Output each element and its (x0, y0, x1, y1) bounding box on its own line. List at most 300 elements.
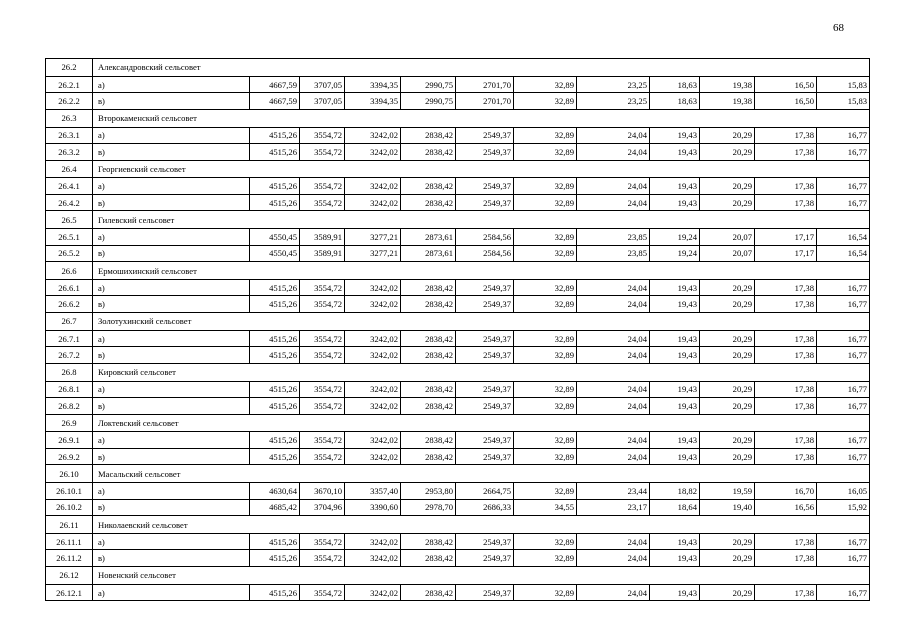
value-cell: 23,25 (577, 93, 650, 110)
group-row (46, 414, 870, 432)
value-cell: 16,77 (817, 398, 870, 415)
value-cell: 24,04 (577, 330, 650, 347)
row-number-cell: 26.7.1 (46, 330, 93, 347)
value-cell: 3242,02 (345, 584, 401, 601)
value-cell: 20,29 (700, 398, 755, 415)
value-cell: 3554,72 (300, 194, 345, 211)
value-cell: 3242,02 (345, 330, 401, 347)
group-row (46, 312, 870, 330)
value-cell: 32,89 (514, 550, 577, 567)
table-row (46, 483, 870, 500)
value-cell: 19,59 (700, 483, 755, 500)
value-cell: 17,38 (755, 144, 817, 161)
group-name-cell: Николаевский сельсовет (93, 516, 870, 534)
value-cell: 17,38 (755, 279, 817, 296)
value-cell: 3554,72 (300, 584, 345, 601)
row-label-cell: в) (93, 499, 250, 516)
value-cell: 4515,26 (250, 398, 300, 415)
group-row (46, 566, 870, 584)
value-cell: 4515,26 (250, 194, 300, 211)
value-cell: 4515,26 (250, 127, 300, 144)
row-label-cell: а) (93, 330, 250, 347)
value-cell: 23,85 (577, 229, 650, 246)
row-number-cell: 26.3.1 (46, 127, 93, 144)
table-row (46, 93, 870, 110)
value-cell: 4515,26 (250, 347, 300, 364)
value-cell: 4515,26 (250, 550, 300, 567)
row-label-cell: а) (93, 76, 250, 93)
row-label-cell: а) (93, 483, 250, 500)
value-cell: 24,04 (577, 533, 650, 550)
table-row (46, 296, 870, 313)
group-row (46, 109, 870, 127)
value-cell: 2549,37 (456, 381, 514, 398)
value-cell: 2838,42 (401, 584, 456, 601)
value-cell: 3554,72 (300, 432, 345, 449)
row-number-cell: 26.5.1 (46, 229, 93, 246)
value-cell: 2838,42 (401, 144, 456, 161)
value-cell: 20,29 (700, 296, 755, 313)
value-cell: 3242,02 (345, 296, 401, 313)
value-cell: 32,89 (514, 296, 577, 313)
value-cell: 17,17 (755, 229, 817, 246)
value-cell: 20,29 (700, 347, 755, 364)
value-cell: 32,89 (514, 483, 577, 500)
value-cell: 4515,26 (250, 279, 300, 296)
group-name-cell: Гилевский сельсовет (93, 211, 870, 229)
table-row (46, 550, 870, 567)
group-row (46, 59, 870, 77)
value-cell: 16,77 (817, 279, 870, 296)
row-number-cell: 26.9.2 (46, 448, 93, 465)
value-cell: 16,77 (817, 584, 870, 601)
value-cell: 3554,72 (300, 448, 345, 465)
value-cell: 16,77 (817, 178, 870, 195)
value-cell: 2549,37 (456, 296, 514, 313)
value-cell: 32,89 (514, 93, 577, 110)
table-row (46, 279, 870, 296)
value-cell: 4685,42 (250, 499, 300, 516)
group-number-cell: 26.3 (46, 109, 93, 127)
value-cell: 16,77 (817, 194, 870, 211)
value-cell: 32,89 (514, 194, 577, 211)
table-row (46, 194, 870, 211)
value-cell: 17,38 (755, 398, 817, 415)
value-cell: 2990,75 (401, 76, 456, 93)
value-cell: 19,43 (650, 144, 700, 161)
value-cell: 4630,64 (250, 483, 300, 500)
value-cell: 16,77 (817, 432, 870, 449)
group-name-cell: Ермошихинский сельсовет (93, 262, 870, 280)
value-cell: 19,43 (650, 279, 700, 296)
table-row (46, 432, 870, 449)
row-number-cell: 26.2.2 (46, 93, 93, 110)
row-label-cell: а) (93, 432, 250, 449)
value-cell: 3242,02 (345, 381, 401, 398)
row-label-cell: в) (93, 296, 250, 313)
value-cell: 2953,80 (401, 483, 456, 500)
value-cell: 17,38 (755, 347, 817, 364)
row-number-cell: 26.8.1 (46, 381, 93, 398)
value-cell: 2990,75 (401, 93, 456, 110)
group-number-cell: 26.10 (46, 465, 93, 483)
value-cell: 32,89 (514, 533, 577, 550)
value-cell: 3242,02 (345, 432, 401, 449)
value-cell: 2838,42 (401, 194, 456, 211)
value-cell: 3242,02 (345, 127, 401, 144)
value-cell: 20,29 (700, 144, 755, 161)
value-cell: 2549,37 (456, 330, 514, 347)
value-cell: 2701,70 (456, 93, 514, 110)
value-cell: 16,50 (755, 93, 817, 110)
value-cell: 20,29 (700, 178, 755, 195)
group-number-cell: 26.12 (46, 566, 93, 584)
value-cell: 20,29 (700, 194, 755, 211)
value-cell: 2686,33 (456, 499, 514, 516)
value-cell: 2873,61 (401, 229, 456, 246)
value-cell: 2838,42 (401, 347, 456, 364)
value-cell: 2549,37 (456, 448, 514, 465)
value-cell: 18,63 (650, 93, 700, 110)
value-cell: 19,43 (650, 296, 700, 313)
group-row (46, 211, 870, 229)
row-label-cell: в) (93, 93, 250, 110)
value-cell: 3589,91 (300, 245, 345, 262)
value-cell: 23,85 (577, 245, 650, 262)
value-cell: 24,04 (577, 381, 650, 398)
value-cell: 17,38 (755, 550, 817, 567)
value-cell: 20,29 (700, 550, 755, 567)
row-number-cell: 26.8.2 (46, 398, 93, 415)
value-cell: 3242,02 (345, 550, 401, 567)
group-name-cell: Масальский сельсовет (93, 465, 870, 483)
value-cell: 19,24 (650, 245, 700, 262)
row-label-cell: в) (93, 398, 250, 415)
value-cell: 19,43 (650, 381, 700, 398)
page-number: 68 (833, 22, 844, 34)
value-cell: 32,89 (514, 347, 577, 364)
value-cell: 3554,72 (300, 533, 345, 550)
value-cell: 34,55 (514, 499, 577, 516)
value-cell: 2838,42 (401, 330, 456, 347)
value-cell: 2838,42 (401, 448, 456, 465)
value-cell: 19,43 (650, 432, 700, 449)
row-number-cell: 26.9.1 (46, 432, 93, 449)
value-cell: 20,29 (700, 584, 755, 601)
value-cell: 2838,42 (401, 178, 456, 195)
value-cell: 4667,59 (250, 76, 300, 93)
value-cell: 2549,37 (456, 550, 514, 567)
value-cell: 4550,45 (250, 229, 300, 246)
group-number-cell: 26.7 (46, 312, 93, 330)
value-cell: 3242,02 (345, 347, 401, 364)
value-cell: 19,43 (650, 347, 700, 364)
value-cell: 3277,21 (345, 229, 401, 246)
row-label-cell: в) (93, 347, 250, 364)
value-cell: 3707,05 (300, 93, 345, 110)
value-cell: 3242,02 (345, 178, 401, 195)
value-cell: 16,77 (817, 448, 870, 465)
value-cell: 3554,72 (300, 330, 345, 347)
table-row (46, 245, 870, 262)
value-cell: 32,89 (514, 229, 577, 246)
group-name-cell: Локтевский сельсовет (93, 414, 870, 432)
value-cell: 2549,37 (456, 144, 514, 161)
table-row (46, 584, 870, 601)
row-number-cell: 26.4.2 (46, 194, 93, 211)
value-cell: 18,63 (650, 76, 700, 93)
group-name-cell: Золотухинский сельсовет (93, 312, 870, 330)
value-cell: 16,70 (755, 483, 817, 500)
value-cell: 20,29 (700, 448, 755, 465)
value-cell: 4515,26 (250, 533, 300, 550)
value-cell: 2838,42 (401, 296, 456, 313)
value-cell: 3242,02 (345, 398, 401, 415)
value-cell: 24,04 (577, 432, 650, 449)
value-cell: 20,29 (700, 127, 755, 144)
value-cell: 3357,40 (345, 483, 401, 500)
value-cell: 3242,02 (345, 448, 401, 465)
value-cell: 20,29 (700, 533, 755, 550)
row-label-cell: а) (93, 127, 250, 144)
value-cell: 3394,35 (345, 93, 401, 110)
value-cell: 17,38 (755, 432, 817, 449)
table-row (46, 448, 870, 465)
value-cell: 3707,05 (300, 76, 345, 93)
value-cell: 24,04 (577, 550, 650, 567)
group-row (46, 465, 870, 483)
value-cell: 2701,70 (456, 76, 514, 93)
value-cell: 4515,26 (250, 296, 300, 313)
value-cell: 3554,72 (300, 381, 345, 398)
value-cell: 18,82 (650, 483, 700, 500)
row-number-cell: 26.7.2 (46, 347, 93, 364)
value-cell: 3554,72 (300, 550, 345, 567)
value-cell: 2838,42 (401, 432, 456, 449)
value-cell: 19,43 (650, 550, 700, 567)
value-cell: 3390,60 (345, 499, 401, 516)
value-cell: 20,07 (700, 245, 755, 262)
table-row (46, 499, 870, 516)
row-number-cell: 26.3.2 (46, 144, 93, 161)
value-cell: 2664,75 (456, 483, 514, 500)
table-row (46, 178, 870, 195)
value-cell: 32,89 (514, 432, 577, 449)
value-cell: 20,29 (700, 330, 755, 347)
group-number-cell: 26.11 (46, 516, 93, 534)
value-cell: 19,43 (650, 448, 700, 465)
value-cell: 16,54 (817, 229, 870, 246)
value-cell: 4515,26 (250, 584, 300, 601)
value-cell: 24,04 (577, 194, 650, 211)
row-label-cell: в) (93, 194, 250, 211)
value-cell: 4667,59 (250, 93, 300, 110)
value-cell: 32,89 (514, 584, 577, 601)
value-cell: 2549,37 (456, 279, 514, 296)
value-cell: 18,64 (650, 499, 700, 516)
value-cell: 2873,61 (401, 245, 456, 262)
value-cell: 16,50 (755, 76, 817, 93)
value-cell: 19,43 (650, 194, 700, 211)
value-cell: 16,77 (817, 550, 870, 567)
value-cell: 24,04 (577, 178, 650, 195)
value-cell: 3704,96 (300, 499, 345, 516)
table-row (46, 127, 870, 144)
value-cell: 19,43 (650, 533, 700, 550)
value-cell: 17,38 (755, 178, 817, 195)
group-row (46, 262, 870, 280)
value-cell: 19,43 (650, 127, 700, 144)
value-cell: 24,04 (577, 347, 650, 364)
group-number-cell: 26.8 (46, 363, 93, 381)
value-cell: 3554,72 (300, 279, 345, 296)
value-cell: 4515,26 (250, 178, 300, 195)
tariff-table (45, 58, 870, 601)
value-cell: 2584,56 (456, 229, 514, 246)
row-number-cell: 26.4.1 (46, 178, 93, 195)
group-row (46, 516, 870, 534)
value-cell: 2838,42 (401, 127, 456, 144)
value-cell: 24,04 (577, 584, 650, 601)
value-cell: 32,89 (514, 381, 577, 398)
value-cell: 19,43 (650, 584, 700, 601)
value-cell: 32,89 (514, 144, 577, 161)
value-cell: 3554,72 (300, 347, 345, 364)
value-cell: 4515,26 (250, 144, 300, 161)
value-cell: 3277,21 (345, 245, 401, 262)
value-cell: 20,29 (700, 432, 755, 449)
value-cell: 17,38 (755, 127, 817, 144)
group-number-cell: 26.5 (46, 211, 93, 229)
value-cell: 15,92 (817, 499, 870, 516)
value-cell: 4515,26 (250, 330, 300, 347)
value-cell: 19,43 (650, 178, 700, 195)
value-cell: 2549,37 (456, 584, 514, 601)
value-cell: 19,43 (650, 398, 700, 415)
value-cell: 2549,37 (456, 432, 514, 449)
value-cell: 16,56 (755, 499, 817, 516)
value-cell: 17,38 (755, 381, 817, 398)
value-cell: 32,89 (514, 127, 577, 144)
row-number-cell: 26.10.2 (46, 499, 93, 516)
value-cell: 2838,42 (401, 398, 456, 415)
value-cell: 24,04 (577, 279, 650, 296)
value-cell: 3554,72 (300, 144, 345, 161)
value-cell: 3242,02 (345, 279, 401, 296)
value-cell: 2838,42 (401, 279, 456, 296)
value-cell: 2549,37 (456, 398, 514, 415)
value-cell: 32,89 (514, 279, 577, 296)
row-number-cell: 26.6.1 (46, 279, 93, 296)
value-cell: 4515,26 (250, 448, 300, 465)
table-row (46, 76, 870, 93)
group-number-cell: 26.4 (46, 160, 93, 178)
value-cell: 16,77 (817, 381, 870, 398)
value-cell: 19,38 (700, 76, 755, 93)
row-label-cell: а) (93, 178, 250, 195)
value-cell: 24,04 (577, 398, 650, 415)
row-label-cell: а) (93, 584, 250, 601)
row-label-cell: а) (93, 533, 250, 550)
table-row (46, 398, 870, 415)
value-cell: 3554,72 (300, 398, 345, 415)
table-row (46, 347, 870, 364)
value-cell: 3394,35 (345, 76, 401, 93)
value-cell: 23,25 (577, 76, 650, 93)
table-row (46, 533, 870, 550)
value-cell: 3554,72 (300, 127, 345, 144)
row-label-cell: а) (93, 381, 250, 398)
value-cell: 2838,42 (401, 550, 456, 567)
value-cell: 17,38 (755, 448, 817, 465)
value-cell: 3589,91 (300, 229, 345, 246)
table-row (46, 330, 870, 347)
group-name-cell: Второкаменский сельсовет (93, 109, 870, 127)
group-name-cell: Кировский сельсовет (93, 363, 870, 381)
value-cell: 2549,37 (456, 178, 514, 195)
value-cell: 4515,26 (250, 381, 300, 398)
value-cell: 16,77 (817, 296, 870, 313)
group-row (46, 160, 870, 178)
value-cell: 16,77 (817, 347, 870, 364)
value-cell: 23,44 (577, 483, 650, 500)
value-cell: 16,77 (817, 533, 870, 550)
table-row (46, 144, 870, 161)
value-cell: 3670,10 (300, 483, 345, 500)
value-cell: 24,04 (577, 296, 650, 313)
value-cell: 32,89 (514, 76, 577, 93)
value-cell: 16,77 (817, 144, 870, 161)
value-cell: 19,24 (650, 229, 700, 246)
value-cell: 17,17 (755, 245, 817, 262)
table-row (46, 381, 870, 398)
value-cell: 2549,37 (456, 194, 514, 211)
row-number-cell: 26.11.2 (46, 550, 93, 567)
value-cell: 32,89 (514, 330, 577, 347)
value-cell: 2549,37 (456, 533, 514, 550)
value-cell: 2549,37 (456, 347, 514, 364)
value-cell: 19,40 (700, 499, 755, 516)
table-body (46, 59, 870, 601)
row-label-cell: а) (93, 229, 250, 246)
group-number-cell: 26.6 (46, 262, 93, 280)
value-cell: 16,54 (817, 245, 870, 262)
row-number-cell: 26.10.1 (46, 483, 93, 500)
value-cell: 2584,56 (456, 245, 514, 262)
value-cell: 24,04 (577, 127, 650, 144)
value-cell: 32,89 (514, 448, 577, 465)
row-label-cell: в) (93, 448, 250, 465)
group-number-cell: 26.9 (46, 414, 93, 432)
table-row (46, 229, 870, 246)
value-cell: 15,83 (817, 76, 870, 93)
value-cell: 20,29 (700, 381, 755, 398)
row-number-cell: 26.12.1 (46, 584, 93, 601)
value-cell: 20,07 (700, 229, 755, 246)
value-cell: 19,43 (650, 330, 700, 347)
value-cell: 16,77 (817, 330, 870, 347)
value-cell: 17,38 (755, 296, 817, 313)
row-number-cell: 26.5.2 (46, 245, 93, 262)
row-label-cell: а) (93, 279, 250, 296)
value-cell: 2838,42 (401, 533, 456, 550)
value-cell: 23,17 (577, 499, 650, 516)
group-row (46, 363, 870, 381)
value-cell: 16,77 (817, 127, 870, 144)
value-cell: 2978,70 (401, 499, 456, 516)
value-cell: 17,38 (755, 584, 817, 601)
row-label-cell: в) (93, 144, 250, 161)
